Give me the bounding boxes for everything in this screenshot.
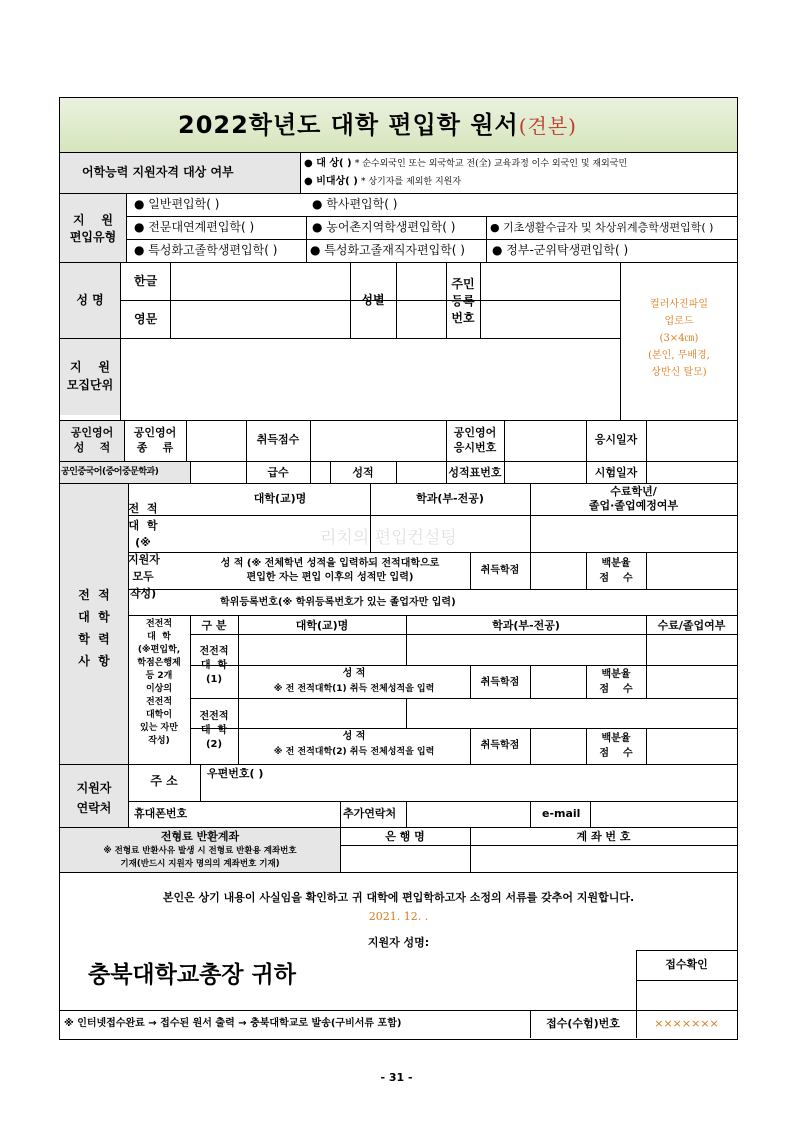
pledge-date: 2021. 12. . [368, 910, 429, 923]
receipt-confirm-label: 접수확인 [665, 958, 708, 971]
name-eng-label: 영문 [134, 312, 158, 326]
account-number-label: 계 좌 번 호 [576, 830, 631, 843]
col-major: 학과(부-전공) [416, 492, 484, 505]
recruit-unit-label: 지 원 모집단위 [66, 360, 114, 392]
col-prev-major: 학과(부-전공) [492, 619, 560, 632]
credits-label: 취득학점 [480, 565, 520, 576]
degree-no-label: 학위등록번호(※ 학위등록번호가 있는 졸업자만 입력) [220, 597, 456, 608]
submission-flow: ※ 인터넷접수완료 → 접수된 원서 출력 → 충북대학교로 발송(구비서류 포함) [64, 1018, 402, 1029]
prev-college-1-label: 전전적 대 학 (1) [199, 646, 229, 685]
gender-label: 성별 [361, 293, 385, 307]
watermark: 리치의 편입컨설팅 [320, 528, 457, 548]
chinese-date-label: 시험일자 [594, 466, 638, 479]
name-label: 성 명 [76, 293, 104, 307]
bank-name-label: 은 행 명 [385, 830, 425, 843]
col-school-name: 대학(교)명 [253, 492, 307, 505]
col-prev-status: 수료/졸업여부 [657, 619, 726, 632]
prev1-score-label: 성 적 [342, 668, 366, 679]
mobile-label: 휴대폰번호 [134, 807, 188, 820]
prev2-score-label: 성 적 [342, 731, 366, 742]
eng-score-label: 공인영어 성 적 [70, 426, 114, 454]
option-college-linked[interactable]: ● 전문대연계편입학( ) [134, 220, 255, 234]
col-status: 수료학년/ 졸업·졸업예정여부 [588, 485, 679, 512]
pledge-text: 본인은 상기 내용이 사실임을 확인하고 귀 대학에 편입학하고자 소정의 서류를 갖추어 지원합니다. [162, 891, 635, 904]
option-military-trust[interactable]: ● 정부-군위탁생편입학( ) [492, 243, 629, 257]
col-gubun: 구 분 [201, 619, 227, 632]
name-kor-label: 한글 [134, 274, 158, 288]
current-college-label: 전 적 대 학 (※ 지원자 모두 작성) [128, 502, 160, 600]
prev1-percentile-label: 백분율 점 수 [599, 669, 633, 695]
form-title-bar [60, 98, 737, 153]
education-label: 전 적 대 학 학 력 사 항 [78, 588, 110, 668]
eng-date-label: 응시일자 [594, 433, 638, 446]
address-label: 주 소 [150, 774, 178, 788]
page-number: - 31 - [380, 1071, 413, 1084]
transfer-type-label: 지 원 편입유형 [69, 213, 117, 244]
prev1-score-note: ※ 전 전적대학(1) 취득 전체성적을 입력 [273, 684, 435, 694]
rrn-label: 주민 등록 번호 [451, 277, 475, 325]
col-prev-school: 대학(교)명 [295, 619, 349, 632]
photo-upload-area[interactable]: 컬러사진파일 업로드 (3×4㎝) (본인, 무배경, 상반신 탈모) [648, 299, 710, 378]
refund-note: ※ 전형료 반환사유 발생 시 전형료 반환용 계좌번호 기재(반드시 지원자 명의의 계좌번호 기재) [103, 846, 297, 869]
chinese-report-no-label: 성적표번호 [448, 466, 502, 479]
eng-points-label: 취득점수 [256, 433, 300, 446]
chinese-result-label: 성적 [352, 466, 374, 479]
eng-exam-no-label: 공인영어 응시번호 [453, 426, 497, 454]
option-vocational-worker[interactable]: ● 특성화고졸재직자편입학( ) [310, 243, 465, 257]
applicant-signature-label: 지원자 성명: [367, 936, 430, 949]
percentile-label: 백분율 점 수 [599, 558, 633, 584]
prev2-percentile-label: 백분율 점 수 [599, 733, 633, 759]
option-vocational-student[interactable]: ● 특성화고졸학생편입학( ) [134, 243, 278, 257]
prev-college-2-label: 전전적 대 학 (2) [199, 711, 229, 750]
option-general-transfer[interactable]: ● 일반편입학( ) [134, 197, 220, 211]
eng-type-label: 공인영어 종 류 [133, 426, 177, 454]
option-bachelor-transfer[interactable]: ● 학사편입학( ) [312, 197, 398, 211]
option-low-income[interactable]: ● 기초생활수급자 및 차상위계층학생편입학( ) [490, 221, 714, 234]
receipt-number-value: ××××××× [654, 1017, 719, 1030]
lang-eligibility-label: 어학능력 지원자격 대상 여부 [82, 165, 234, 179]
score-instruction: 성 적 (※ 전체학년 성적을 입력하되 전적대학으로 편입한 자는 편입 이후의 성적만 입력) [220, 558, 440, 583]
prev2-credits-label: 취득학점 [480, 740, 520, 751]
option-rural-student[interactable]: ● 농어촌지역학생편입학( ) [312, 220, 456, 234]
chinese-grade-label: 급수 [267, 466, 289, 479]
chinese-score-label: 공인중국어(중어중문학과) [61, 467, 159, 477]
email-label: e-mail [542, 807, 581, 820]
contact-label: 지원자 연락처 [76, 781, 112, 815]
form-title: 2022학년도 대학 편입학 원서(견본) [178, 111, 577, 139]
extra-contact-label: 추가연락처 [343, 807, 397, 820]
prev-college-label: 전전적 대 학 (※편입학, 학점은행제 등 2개 이상의 전전적 대학이 있는 자만 작성) [137, 619, 181, 746]
refund-account-label: 전형료 반환계좌 [160, 830, 240, 843]
addressee: 충북대학교총장 귀하 [88, 962, 296, 988]
lang-nontarget-option[interactable]: ● 비대상( ) * 상기자를 제외한 지원자 [304, 176, 462, 187]
lang-target-option[interactable]: ● 대 상( ) * 순수외국인 또는 외국학교 전(全) 교육과정 이수 외국인 및 재외국민 [304, 158, 628, 169]
prev1-credits-label: 취득학점 [480, 677, 520, 688]
receipt-number-label: 접수(수험)번호 [546, 1017, 620, 1030]
prev2-score-note: ※ 전 전적대학(2) 취득 전체성적을 입력 [273, 747, 435, 757]
zipcode-field[interactable]: 우편번호( ) [207, 767, 264, 780]
